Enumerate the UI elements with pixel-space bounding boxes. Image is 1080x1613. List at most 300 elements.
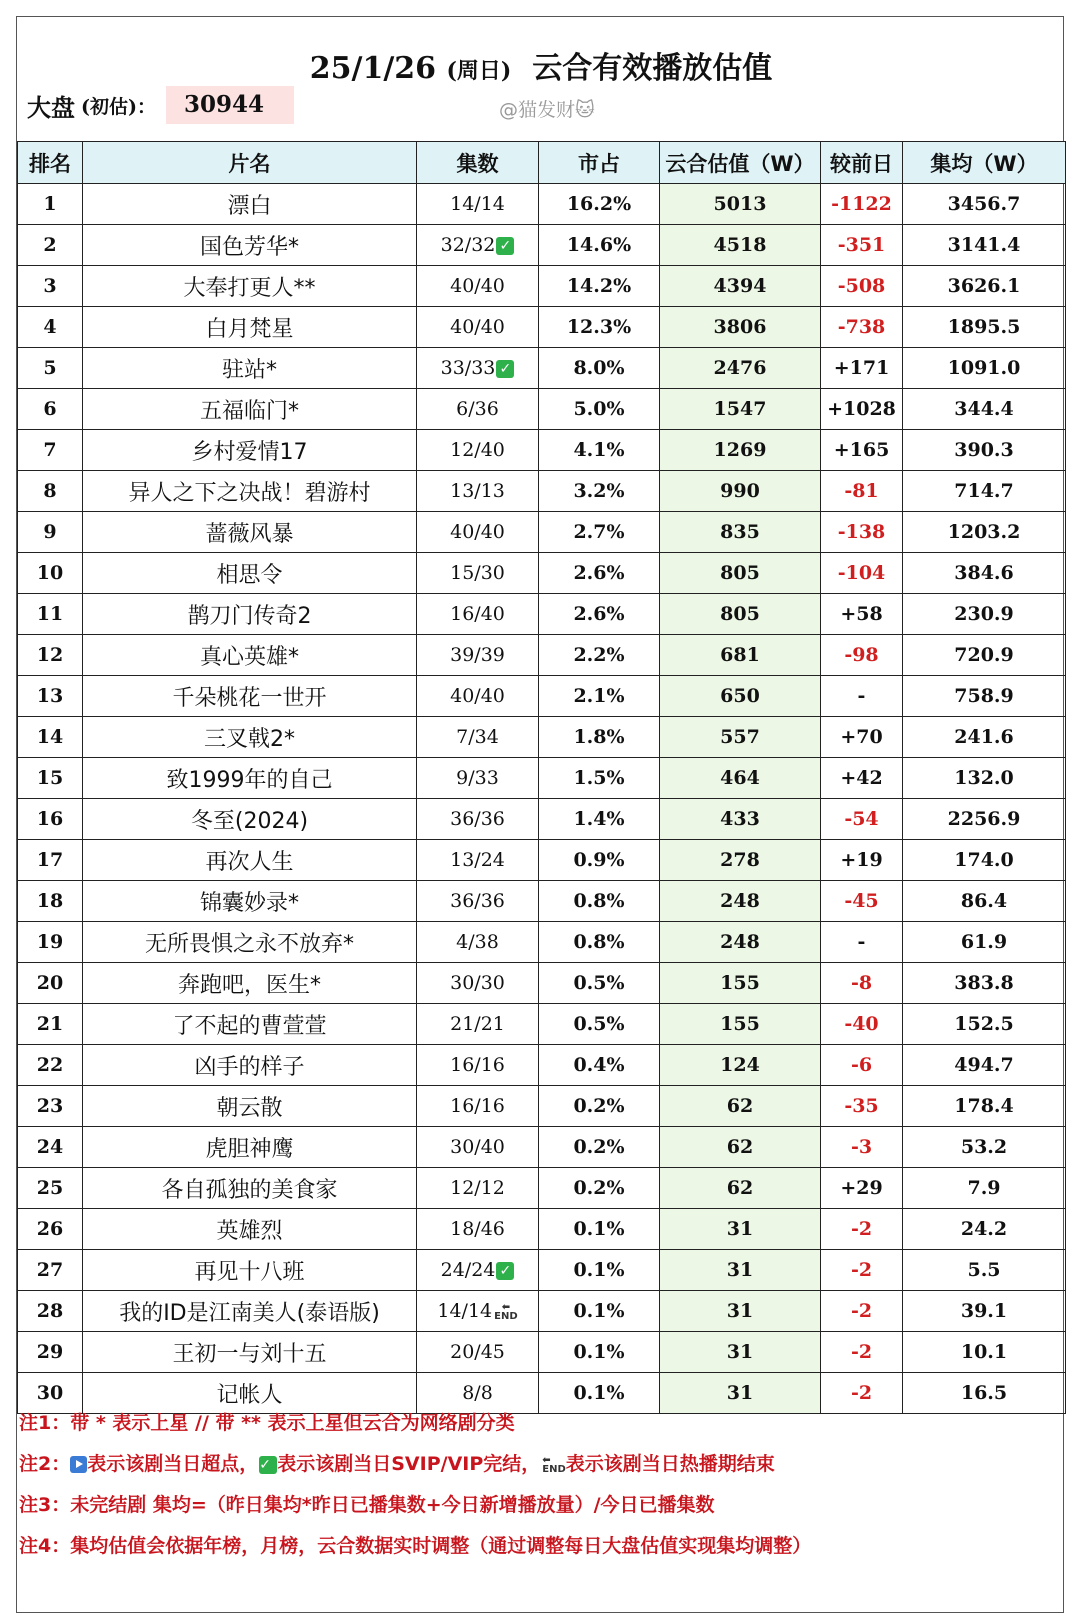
title-cell-text: 致1999年的自己 <box>166 767 333 793</box>
title-cell-text: 王初一与刘十五 <box>172 1341 327 1367</box>
episodes-cell <box>417 184 539 225</box>
table-row <box>18 225 1066 266</box>
share-cell <box>539 266 660 307</box>
estimate-cell <box>660 676 821 717</box>
estimate-cell-text: 5013 <box>713 193 767 215</box>
share-cell-text: 4.1% <box>573 439 625 461</box>
watermark: @猫发财🐱 <box>499 99 595 121</box>
title-cell <box>83 512 417 553</box>
change-cell <box>821 1291 903 1332</box>
column-header: 市占 <box>539 142 660 184</box>
title-cell-text: 鹊刀门传奇2 <box>187 603 312 629</box>
estimate-cell-text: 155 <box>720 1013 760 1035</box>
rank-cell <box>18 963 83 1004</box>
table-row <box>18 799 1066 840</box>
table-row <box>18 1045 1066 1086</box>
title-cell-text: 凶手的样子 <box>194 1054 305 1080</box>
rank-cell-text: 22 <box>36 1054 64 1076</box>
episodes-cell <box>417 799 539 840</box>
rank-cell-text: 16 <box>36 808 64 830</box>
share-cell <box>539 963 660 1004</box>
average-cell-text: 53.2 <box>960 1136 1008 1158</box>
estimate-cell <box>660 840 821 881</box>
episodes-cell-text: 16/40 <box>450 603 505 625</box>
episodes-cell-text: 30/30 <box>450 972 505 994</box>
title-cell-text: 异人之下之决战！碧游村 <box>128 480 371 506</box>
rank-cell-text: 29 <box>36 1341 64 1363</box>
average-cell <box>903 963 1066 1004</box>
episodes-cell <box>417 1127 539 1168</box>
share-cell <box>539 922 660 963</box>
change-cell <box>821 348 903 389</box>
title-cell-text: 虎胆神鹰 <box>205 1136 294 1162</box>
column-header: 集均（W） <box>903 142 1066 184</box>
estimate-cell-text: 464 <box>720 767 760 789</box>
average-cell-text: 39.1 <box>960 1300 1008 1322</box>
title-cell <box>83 1004 417 1045</box>
title-cell-text: 白月梵星 <box>205 316 294 342</box>
rank-cell <box>18 1332 83 1373</box>
estimate-cell-text: 557 <box>720 726 760 748</box>
title-cell-text: 冬至(2024) <box>190 808 309 834</box>
episodes-cell-text: 15/30 <box>450 562 505 584</box>
average-cell <box>903 1291 1066 1332</box>
rank-cell-text: 13 <box>36 685 64 707</box>
share-cell <box>539 1209 660 1250</box>
episodes-cell-text: 39/39 <box>450 644 505 666</box>
note-2-b: 表示该剧当日SVIP/VIP完结， <box>277 1453 541 1475</box>
column-header: 排名 <box>18 142 83 184</box>
rank-cell-text: 18 <box>36 890 64 912</box>
average-cell-text: 390.3 <box>954 439 1014 461</box>
share-cell <box>539 881 660 922</box>
title-cell <box>83 1250 417 1291</box>
title-cell <box>83 1168 417 1209</box>
share-cell-text: 12.3% <box>566 316 632 338</box>
share-cell-text: 0.5% <box>573 972 625 994</box>
average-cell-text: 230.9 <box>954 603 1014 625</box>
title-cell-text: 国色芳华* <box>199 234 299 260</box>
share-cell-text: 2.2% <box>573 644 625 666</box>
rank-cell <box>18 1004 83 1045</box>
change-cell-text: +1028 <box>827 398 896 420</box>
average-cell-text: 86.4 <box>960 890 1008 912</box>
table-row <box>18 594 1066 635</box>
table-row <box>18 717 1066 758</box>
average-cell <box>903 1332 1066 1373</box>
change-cell-text: - <box>857 685 866 707</box>
episodes-cell-text: 36/36 <box>450 890 505 912</box>
title-cell <box>83 594 417 635</box>
share-cell-text: 0.4% <box>573 1054 625 1076</box>
episodes-cell <box>417 389 539 430</box>
title-cell-text: 无所畏惧之永不放弃* <box>144 931 354 957</box>
average-cell <box>903 553 1066 594</box>
estimate-cell-text: 248 <box>720 890 760 912</box>
estimate-cell <box>660 922 821 963</box>
change-cell-text: +29 <box>840 1177 883 1199</box>
share-cell <box>539 840 660 881</box>
table-row <box>18 1127 1066 1168</box>
average-cell-text: 383.8 <box>954 972 1014 994</box>
end-icon: ⬅ END <box>542 1454 566 1475</box>
estimate-cell-text: 835 <box>720 521 760 543</box>
rank-cell-text: 8 <box>43 480 57 502</box>
share-cell <box>539 1291 660 1332</box>
average-cell <box>903 430 1066 471</box>
rank-cell <box>18 389 83 430</box>
check-icon: ✓ <box>496 360 514 378</box>
title-cell <box>83 553 417 594</box>
change-cell-text: +42 <box>840 767 883 789</box>
change-cell-text: -40 <box>844 1013 879 1035</box>
change-cell-text: -738 <box>837 316 886 338</box>
title-cell-text: 锦囊妙录* <box>199 890 299 916</box>
table-row <box>18 430 1066 471</box>
episodes-cell <box>417 1291 539 1332</box>
average-cell-text: 344.4 <box>954 398 1014 420</box>
change-cell-text: +171 <box>833 357 890 379</box>
estimate-cell-text: 278 <box>720 849 760 871</box>
share-cell <box>539 594 660 635</box>
episodes-cell-text: 8/8 <box>462 1382 493 1404</box>
table-row <box>18 1086 1066 1127</box>
rank-cell <box>18 1168 83 1209</box>
change-cell-text: -138 <box>837 521 886 543</box>
title-cell-text: 千朵桃花一世开 <box>172 685 327 711</box>
average-cell <box>903 758 1066 799</box>
estimate-cell <box>660 758 821 799</box>
title-cell <box>83 799 417 840</box>
average-cell <box>903 348 1066 389</box>
average-cell-text: 16.5 <box>960 1382 1008 1404</box>
title-cell <box>83 881 417 922</box>
play-icon <box>70 1456 87 1473</box>
estimate-cell <box>660 471 821 512</box>
estimate-cell-text: 31 <box>726 1341 754 1363</box>
estimate-cell <box>660 1004 821 1045</box>
change-cell-text: +58 <box>840 603 883 625</box>
rank-cell <box>18 1086 83 1127</box>
estimate-cell-text: 124 <box>720 1054 760 1076</box>
change-cell-text: -508 <box>837 275 886 297</box>
rank-cell-text: 10 <box>36 562 64 584</box>
episodes-cell-text: 18/46 <box>450 1218 505 1240</box>
rank-cell-text: 14 <box>36 726 64 748</box>
episodes-cell <box>417 717 539 758</box>
change-cell <box>821 1168 903 1209</box>
title-cell-text: 相思令 <box>216 562 283 588</box>
average-cell-text: 5.5 <box>967 1259 1001 1281</box>
title-cell <box>83 1086 417 1127</box>
title-cell <box>83 840 417 881</box>
estimate-cell-text: 4518 <box>713 234 767 256</box>
average-cell <box>903 307 1066 348</box>
estimate-cell <box>660 1250 821 1291</box>
rank-cell-text: 24 <box>36 1136 64 1158</box>
change-cell <box>821 184 903 225</box>
share-cell-text: 1.4% <box>573 808 625 830</box>
estimate-cell <box>660 1045 821 1086</box>
title-cell <box>83 758 417 799</box>
average-cell-text: 720.9 <box>954 644 1014 666</box>
estimate-cell-text: 31 <box>726 1218 754 1240</box>
title-cell <box>83 1291 417 1332</box>
share-cell-text: 0.9% <box>573 849 625 871</box>
estimate-cell-text: 62 <box>726 1136 754 1158</box>
estimate-cell <box>660 553 821 594</box>
average-cell-text: 132.0 <box>954 767 1014 789</box>
average-cell-text: 10.1 <box>960 1341 1008 1363</box>
rank-cell <box>18 922 83 963</box>
average-cell <box>903 1250 1066 1291</box>
average-cell <box>903 717 1066 758</box>
market-value: 30944 <box>166 86 294 124</box>
estimate-cell <box>660 430 821 471</box>
average-cell <box>903 184 1066 225</box>
note-2-c: 表示该剧当日热播期结束 <box>565 1453 775 1475</box>
market-total <box>27 87 294 123</box>
change-cell-text: -2 <box>850 1259 873 1281</box>
share-cell <box>539 1250 660 1291</box>
estimate-cell-text: 681 <box>720 644 760 666</box>
change-cell <box>821 389 903 430</box>
average-cell <box>903 389 1066 430</box>
change-cell <box>821 1209 903 1250</box>
rank-cell <box>18 799 83 840</box>
estimate-cell-text: 248 <box>720 931 760 953</box>
title-cell <box>83 184 417 225</box>
change-cell <box>821 881 903 922</box>
table-row <box>18 1332 1066 1373</box>
episodes-cell <box>417 963 539 1004</box>
episodes-cell-text: 16/16 <box>450 1054 505 1076</box>
episodes-cell-text: 21/21 <box>450 1013 505 1035</box>
market-label: 大盘 <box>27 92 75 122</box>
table-row <box>18 881 1066 922</box>
rank-cell-text: 1 <box>43 193 57 215</box>
rank-cell-text: 19 <box>36 931 64 953</box>
rank-cell <box>18 758 83 799</box>
estimate-cell-text: 31 <box>726 1300 754 1322</box>
episodes-cell <box>417 430 539 471</box>
change-cell <box>821 1004 903 1045</box>
table-body <box>18 184 1066 1414</box>
average-cell-text: 152.5 <box>954 1013 1014 1035</box>
change-cell <box>821 553 903 594</box>
average-cell-text: 1203.2 <box>947 521 1021 543</box>
episodes-cell-text: 13/24 <box>450 849 505 871</box>
change-cell-text: -2 <box>850 1300 873 1322</box>
change-cell <box>821 1127 903 1168</box>
rank-cell <box>18 553 83 594</box>
rank-cell-text: 5 <box>43 357 57 379</box>
change-cell <box>821 512 903 553</box>
rank-cell <box>18 881 83 922</box>
change-cell-text: -45 <box>844 890 879 912</box>
average-cell-text: 24.2 <box>960 1218 1008 1240</box>
rank-cell-text: 12 <box>36 644 64 666</box>
episodes-cell-text: 7/34 <box>456 726 499 748</box>
average-cell-text: 3456.7 <box>947 193 1021 215</box>
change-cell <box>821 717 903 758</box>
rank-cell-text: 27 <box>36 1259 64 1281</box>
estimate-cell <box>660 389 821 430</box>
title-text: 云合有效播放估值 <box>532 51 773 86</box>
episodes-cell <box>417 225 539 266</box>
average-cell <box>903 225 1066 266</box>
estimate-cell-text: 3806 <box>713 316 767 338</box>
average-cell <box>903 1168 1066 1209</box>
rank-cell-text: 11 <box>36 603 64 625</box>
average-cell <box>903 1086 1066 1127</box>
table-row <box>18 389 1066 430</box>
title-cell-text: 大奉打更人** <box>183 275 316 301</box>
average-cell <box>903 840 1066 881</box>
rank-cell <box>18 1209 83 1250</box>
title-cell-text: 记帐人 <box>216 1382 283 1408</box>
change-cell <box>821 1332 903 1373</box>
average-cell-text: 3626.1 <box>947 275 1021 297</box>
rank-cell <box>18 430 83 471</box>
estimate-cell-text: 31 <box>726 1259 754 1281</box>
title-cell <box>83 963 417 1004</box>
change-cell <box>821 758 903 799</box>
estimate-cell-text: 990 <box>720 480 760 502</box>
estimate-cell-text: 62 <box>726 1177 754 1199</box>
average-cell-text: 178.4 <box>954 1095 1014 1117</box>
note-4: 注4：集均估值会依据年榜，月榜，云合数据实时调整（通过调整每日大盘估值实现集均调整） <box>19 1535 812 1557</box>
share-cell-text: 0.2% <box>573 1095 625 1117</box>
rank-cell-text: 28 <box>36 1300 64 1322</box>
title-cell-text: 英雄烈 <box>216 1218 283 1244</box>
title-cell <box>83 471 417 512</box>
estimate-cell <box>660 512 821 553</box>
episodes-cell-text: 14/14 <box>437 1300 493 1322</box>
estimate-cell-text: 31 <box>726 1382 754 1404</box>
average-cell <box>903 1045 1066 1086</box>
share-cell-text: 0.2% <box>573 1136 625 1158</box>
average-cell-text: 61.9 <box>960 931 1008 953</box>
estimate-cell <box>660 635 821 676</box>
average-cell <box>903 266 1066 307</box>
average-cell <box>903 471 1066 512</box>
episodes-cell <box>417 266 539 307</box>
change-cell-text: -3 <box>850 1136 873 1158</box>
share-cell-text: 0.1% <box>573 1382 625 1404</box>
title-date: 25/1/26 <box>309 51 437 86</box>
episodes-cell <box>417 1209 539 1250</box>
average-cell-text: 758.9 <box>954 685 1014 707</box>
change-cell-text: -8 <box>850 972 873 994</box>
episodes-cell <box>417 758 539 799</box>
column-header: 集数 <box>417 142 539 184</box>
change-cell-text: -351 <box>837 234 886 256</box>
episodes-cell <box>417 1332 539 1373</box>
share-cell <box>539 553 660 594</box>
change-cell-text: -104 <box>837 562 886 584</box>
note-3: 注3：未完结剧 集均=（昨日集均*昨日已播集数+今日新增播放量）/今日已播集数 <box>19 1494 715 1516</box>
note-2-a: 表示该剧当日超点， <box>87 1453 259 1475</box>
estimate-cell <box>660 963 821 1004</box>
rank-cell <box>18 1127 83 1168</box>
episodes-cell <box>417 840 539 881</box>
share-cell <box>539 676 660 717</box>
episodes-cell <box>417 348 539 389</box>
share-cell-text: 0.1% <box>573 1218 625 1240</box>
average-cell <box>903 922 1066 963</box>
share-cell <box>539 430 660 471</box>
change-cell <box>821 471 903 512</box>
change-cell-text: -6 <box>850 1054 873 1076</box>
episodes-cell-text: 12/40 <box>450 439 505 461</box>
note-1: 注1：带 * 表示上星 // 带 ** 表示上星但云合为网络剧分类 <box>19 1412 515 1434</box>
page-title <box>17 43 1065 87</box>
episodes-cell-text: 12/12 <box>450 1177 505 1199</box>
table-row <box>18 963 1066 1004</box>
table-row <box>18 471 1066 512</box>
title-cell <box>83 676 417 717</box>
change-cell-text: - <box>857 931 866 953</box>
table-row <box>18 1209 1066 1250</box>
episodes-cell-text: 40/40 <box>450 521 505 543</box>
change-cell-text: -1122 <box>831 193 892 215</box>
title-cell <box>83 1332 417 1373</box>
share-cell-text: 0.1% <box>573 1300 625 1322</box>
episodes-cell-text: 4/38 <box>456 931 499 953</box>
average-cell <box>903 1209 1066 1250</box>
share-cell-text: 1.5% <box>573 767 625 789</box>
estimate-cell-text: 62 <box>726 1095 754 1117</box>
estimate-cell <box>660 881 821 922</box>
share-cell-text: 0.1% <box>573 1259 625 1281</box>
estimate-cell <box>660 799 821 840</box>
table-row <box>18 348 1066 389</box>
title-cell <box>83 1209 417 1250</box>
share-cell-text: 14.6% <box>566 234 632 256</box>
title-cell-text: 了不起的曹萱萱 <box>172 1013 327 1039</box>
table-row <box>18 307 1066 348</box>
share-cell <box>539 635 660 676</box>
episodes-cell <box>417 512 539 553</box>
share-cell <box>539 348 660 389</box>
share-cell-text: 2.1% <box>573 685 625 707</box>
episodes-cell <box>417 635 539 676</box>
change-cell <box>821 225 903 266</box>
rank-cell-text: 9 <box>43 521 57 543</box>
change-cell <box>821 266 903 307</box>
title-cell <box>83 266 417 307</box>
average-cell-text: 2256.9 <box>947 808 1021 830</box>
change-cell <box>821 635 903 676</box>
rank-cell <box>18 594 83 635</box>
episodes-cell <box>417 1168 539 1209</box>
estimate-cell-text: 805 <box>720 562 760 584</box>
table-row <box>18 1168 1066 1209</box>
notes <box>19 1406 1059 1570</box>
rank-cell <box>18 1250 83 1291</box>
episodes-cell-text: 40/40 <box>450 275 505 297</box>
title-cell <box>83 307 417 348</box>
change-cell-text: +70 <box>840 726 883 748</box>
share-cell-text: 0.8% <box>573 890 625 912</box>
rank-cell <box>18 225 83 266</box>
share-cell <box>539 1127 660 1168</box>
estimate-cell-text: 155 <box>720 972 760 994</box>
change-cell <box>821 430 903 471</box>
change-cell <box>821 307 903 348</box>
episodes-cell <box>417 922 539 963</box>
